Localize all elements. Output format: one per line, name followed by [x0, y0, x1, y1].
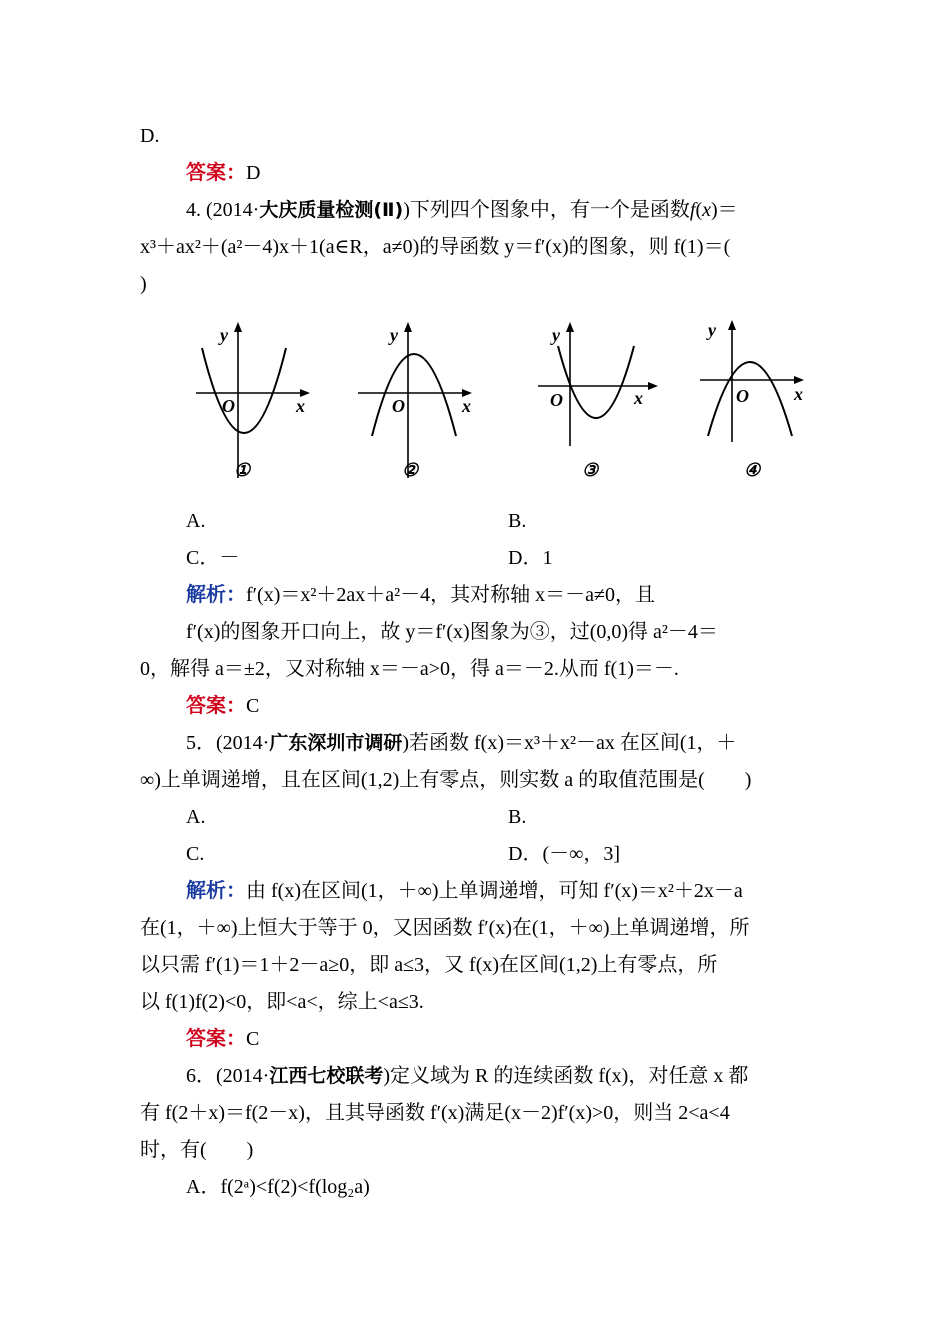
graph-number: ④ [744, 460, 761, 480]
q5-stem-line1 [186, 729, 737, 757]
answer-value: C [246, 1028, 260, 1050]
q4-option-b: B. [508, 510, 527, 532]
graph-1 [188, 318, 318, 488]
q6-stem-line1 [186, 1062, 748, 1090]
stem-text: )下列四个图象中，有一个是函数 [403, 199, 690, 221]
q5-option-c: C. [186, 843, 205, 865]
q5-option-d: D．(－∞，3] [508, 843, 621, 865]
graph-number: ① [234, 460, 251, 480]
graph-2 [350, 318, 480, 488]
answer-label: 答案： [186, 695, 246, 717]
stem-text: )若函数 f(x)＝x³＋x²－ax 在区间(1，＋ [402, 732, 737, 754]
x-axis-label: x [634, 388, 643, 408]
q3-answer [186, 159, 260, 187]
option-d: D. [140, 125, 160, 147]
analysis-label: 解析： [186, 880, 246, 902]
q5-analysis-line3: 以只需 f′(1)＝1＋2－a≥0，即 a≤3，又 f(x)在区间(1,2)上有零点，所 [140, 954, 718, 976]
answer-label: 答案： [186, 162, 246, 184]
x-axis-label: x [296, 396, 305, 416]
q5-option-a: A. [186, 806, 206, 828]
x-axis-label: x [462, 396, 471, 416]
question-number: 4. (2014· [186, 199, 260, 221]
q4-analysis-line2: f′(x)的图象开口向上，故 y＝f′(x)图象为③，过(0,0)得 a²－4＝ [186, 621, 718, 643]
q6-stem-line2: 有 f(2＋x)＝f(2－x)，且其导函数 f′(x)满足(x－2)f′(x)>0，则当 2<a<4 [140, 1102, 730, 1124]
analysis-text: 由 f(x)在区间(1，＋∞)上单调递增，可知 f′(x)＝x²＋2x－a [246, 880, 743, 902]
graph-number: ③ [582, 460, 599, 480]
q5-stem-line2: ∞)上单调递增，且在区间(1,2)上有零点，则实数 a 的取值范围是( ) [140, 769, 752, 791]
analysis-text: f′(x)＝x²＋2ax＋a²－4，其对称轴 x＝－a≠0，且 [246, 584, 655, 606]
q5-analysis-line4: 以 f(1)f(2)<0，即<a<，综上<a≤3. [140, 991, 424, 1013]
q4-option-d: D．1 [508, 547, 553, 569]
q5-analysis-line2: 在(1，＋∞)上恒大于等于 0，又因函数 f′(x)在(1，＋∞)上单调递增，所 [140, 917, 750, 939]
q6-option-a: A．f(2ᵃ)<f(2)<f(log₂a) [186, 1176, 370, 1198]
y-axis-label: y [390, 325, 398, 345]
x-axis-label: x [794, 384, 803, 404]
q4-stem-line2: x³＋ax²＋(a²－4)x＋1(a∈R，a≠0)的导函数 y＝f′(x)的图象，则 f(1)＝( [140, 236, 731, 258]
q4-option-c: C．－ [186, 547, 240, 569]
question-source: 大庆质量检测(Ⅱ) [259, 199, 404, 221]
q4-stem-line1: 4. (2014·大庆质量检测(Ⅱ))下列四个图象中，有一个是函数f(x)＝ [186, 199, 738, 221]
answer-value: D [246, 162, 261, 184]
q4-analysis-line3: 0，解得 a＝±2，又对称轴 x＝－a>0，得 a＝－2.从而 f(1)＝－. [140, 658, 679, 680]
question-number: 5．(2014· [186, 732, 270, 754]
y-axis-label: y [552, 325, 560, 345]
q4-answer [186, 692, 259, 720]
origin-label: O [392, 396, 405, 416]
analysis-label: 解析： [186, 584, 246, 606]
origin-label: O [222, 396, 235, 416]
q5-option-b: B. [508, 806, 527, 828]
question-number: 6．(2014· [186, 1065, 270, 1087]
graph-4 [694, 318, 824, 488]
origin-label: O [736, 386, 749, 406]
question-source: 广东深圳市调研 [269, 732, 403, 754]
stem-text: )定义域为 R 的连续函数 f(x)，对任意 x 都 [383, 1065, 749, 1087]
y-axis-label: y [708, 320, 716, 340]
answer-value: C [246, 695, 260, 717]
q6-stem-line3: 时，有( ) [140, 1139, 254, 1161]
y-axis-label: y [220, 325, 228, 345]
graph-number: ② [402, 460, 419, 480]
q4-stem-line3: ) [140, 273, 147, 295]
graph-3 [530, 318, 660, 488]
answer-label: 答案： [186, 1028, 246, 1050]
q5-answer [186, 1025, 259, 1053]
q4-analysis-line1 [186, 581, 655, 609]
q5-analysis-line1 [186, 877, 743, 905]
q4-option-a: A. [186, 510, 206, 532]
origin-label: O [550, 390, 563, 410]
question-source: 江西七校联考 [269, 1065, 384, 1087]
